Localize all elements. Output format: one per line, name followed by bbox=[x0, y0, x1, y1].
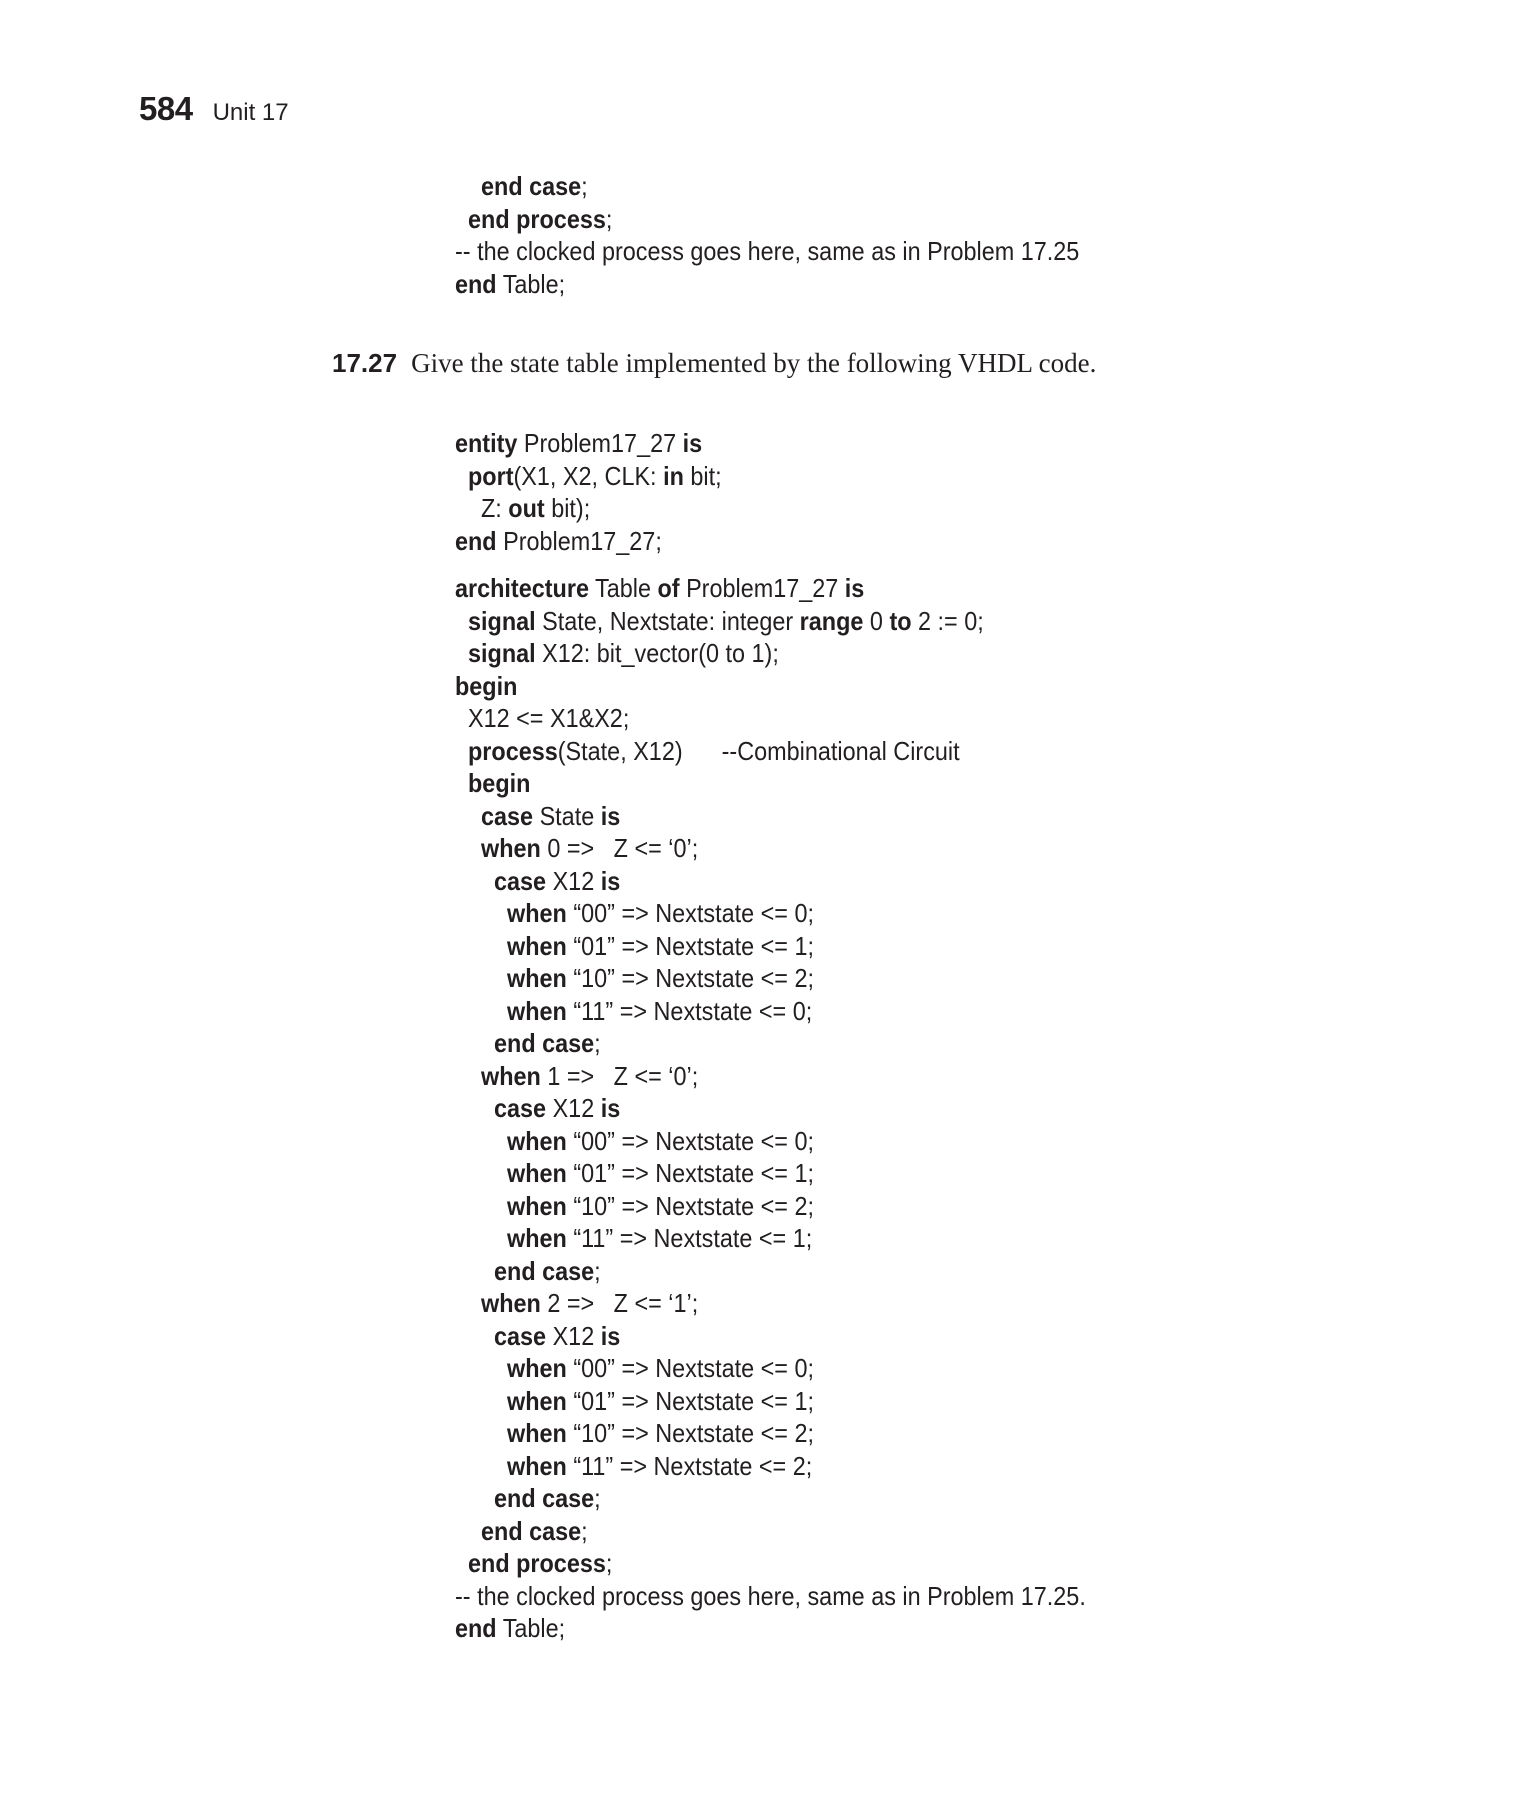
code-line: end case; bbox=[494, 1255, 601, 1286]
code-keyword: end case bbox=[494, 1028, 595, 1058]
code-line: when “10” => Nextstate <= 2; bbox=[507, 1418, 814, 1448]
code-line: when “10” => Nextstate <= 2; bbox=[507, 963, 814, 993]
code-line: -- the clocked process goes here, same as in Problem 17.25 bbox=[455, 236, 1080, 266]
problem-statement bbox=[332, 348, 1096, 379]
code-line: end case; bbox=[481, 1515, 588, 1546]
code-line: end Table; bbox=[455, 1613, 566, 1643]
code-line bbox=[455, 767, 1086, 800]
code-line: case State is bbox=[481, 800, 621, 831]
code-keyword: is bbox=[600, 800, 621, 831]
code-line bbox=[455, 670, 1086, 703]
code-line: end process; bbox=[468, 1548, 613, 1578]
code-line: case X12 is bbox=[494, 865, 621, 896]
code-line: -- the clocked process goes here, same as in Problem 17.25. bbox=[455, 1580, 1086, 1611]
code-keyword: end bbox=[455, 1613, 497, 1643]
code-line: port(X1, X2, CLK: in bit; bbox=[468, 460, 722, 491]
code-keyword: in bbox=[663, 460, 684, 491]
code-keyword: end case bbox=[494, 1255, 595, 1286]
code-keyword: signal bbox=[468, 638, 536, 668]
unit-label: Unit 17 bbox=[212, 99, 289, 126]
code-keyword: when bbox=[507, 1450, 567, 1481]
code-line: when “01” => Nextstate <= 1; bbox=[507, 1158, 814, 1188]
code-line: when “00” => Nextstate <= 0; bbox=[507, 1125, 814, 1156]
code-keyword: when bbox=[507, 1353, 567, 1383]
code-keyword: end process bbox=[468, 203, 606, 234]
code-line: when “11” => Nextstate <= 0; bbox=[507, 995, 813, 1026]
code-keyword: end case bbox=[481, 171, 582, 201]
code-keyword: end case bbox=[481, 1515, 582, 1546]
code-line: when “01” => Nextstate <= 1; bbox=[507, 930, 814, 961]
code-keyword: is bbox=[682, 428, 703, 458]
code-keyword: when bbox=[481, 1060, 541, 1091]
code-keyword: is bbox=[600, 1320, 621, 1351]
code-line: when “10” => Nextstate <= 2; bbox=[507, 1190, 814, 1221]
code-keyword: range bbox=[799, 605, 864, 636]
problem-number: 17.27 bbox=[332, 348, 398, 378]
code-keyword: port bbox=[468, 460, 514, 491]
code-line: when “11” => Nextstate <= 2; bbox=[507, 1450, 813, 1481]
code-listing-main bbox=[455, 427, 1086, 1645]
code-keyword: end bbox=[455, 525, 497, 556]
code-keyword: when bbox=[507, 1418, 567, 1448]
code-line: when “01” => Nextstate <= 1; bbox=[507, 1385, 814, 1416]
code-keyword: when bbox=[507, 898, 567, 928]
code-keyword: when bbox=[507, 1158, 567, 1188]
code-keyword: when bbox=[507, 1190, 567, 1221]
code-line: case X12 is bbox=[494, 1093, 621, 1123]
code-keyword: is bbox=[600, 1093, 621, 1123]
code-line: Z: out bit); bbox=[455, 493, 591, 523]
code-line: end process; bbox=[468, 203, 613, 234]
code-keyword: when bbox=[507, 1223, 567, 1253]
code-line: X12 <= X1&X2; bbox=[455, 703, 630, 733]
code-line: case X12 is bbox=[494, 1320, 621, 1351]
code-keyword: begin bbox=[455, 670, 518, 701]
page-number: 584 bbox=[139, 90, 193, 127]
code-keyword: when bbox=[481, 1288, 541, 1318]
code-keyword: when bbox=[507, 1125, 567, 1156]
code-keyword: signal bbox=[468, 605, 536, 636]
code-line: when 0 => Z <= ‘0’; bbox=[481, 833, 699, 863]
code-line: when “00” => Nextstate <= 0; bbox=[507, 1353, 814, 1383]
code-keyword: when bbox=[507, 995, 567, 1026]
code-keyword: case bbox=[494, 1320, 547, 1351]
code-line: end case; bbox=[494, 1028, 601, 1058]
code-keyword: out bbox=[508, 493, 545, 523]
code-line: process(State, X12) --Combinational Circuit bbox=[468, 735, 960, 766]
page-header bbox=[139, 90, 289, 128]
code-keyword: end bbox=[455, 268, 497, 299]
code-line: end case; bbox=[481, 171, 588, 201]
code-line: signal X12: bit_vector(0 to 1); bbox=[468, 638, 779, 668]
code-keyword: entity bbox=[455, 428, 518, 458]
code-keyword: end process bbox=[468, 1548, 606, 1578]
code-keyword: when bbox=[507, 930, 567, 961]
code-keyword: begin bbox=[468, 768, 531, 798]
code-keyword: to bbox=[889, 605, 912, 636]
code-line: when “00” => Nextstate <= 0; bbox=[507, 898, 814, 928]
code-keyword: end case bbox=[494, 1483, 595, 1513]
code-line: when 1 => Z <= ‘0’; bbox=[481, 1060, 699, 1091]
code-line: when 2 => Z <= ‘1’; bbox=[481, 1288, 699, 1318]
code-keyword: case bbox=[494, 1093, 547, 1123]
code-gap bbox=[455, 557, 1086, 572]
code-keyword: case bbox=[494, 865, 547, 896]
code-keyword: architecture bbox=[455, 573, 589, 603]
code-keyword: case bbox=[481, 800, 534, 831]
code-listing-top bbox=[455, 170, 1079, 300]
code-line: when “11” => Nextstate <= 1; bbox=[507, 1223, 813, 1253]
code-keyword: is bbox=[600, 865, 621, 896]
code-line: architecture Table of Problem17_27 is bbox=[455, 573, 865, 603]
code-keyword: is bbox=[844, 573, 865, 603]
code-keyword: of bbox=[657, 573, 680, 603]
code-keyword: process bbox=[468, 735, 558, 766]
code-keyword: when bbox=[507, 963, 567, 993]
code-line: end Table; bbox=[455, 268, 566, 299]
code-line: end Problem17_27; bbox=[455, 525, 662, 556]
code-line: entity Problem17_27 is bbox=[455, 428, 703, 458]
code-keyword: when bbox=[481, 833, 541, 863]
code-line: signal State, Nextstate: integer range 0 to 2 := 0; bbox=[468, 605, 984, 636]
code-line: end case; bbox=[494, 1483, 601, 1513]
problem-text: Give the state table implemented by the following VHDL code. bbox=[411, 348, 1097, 378]
code-keyword: when bbox=[507, 1385, 567, 1416]
